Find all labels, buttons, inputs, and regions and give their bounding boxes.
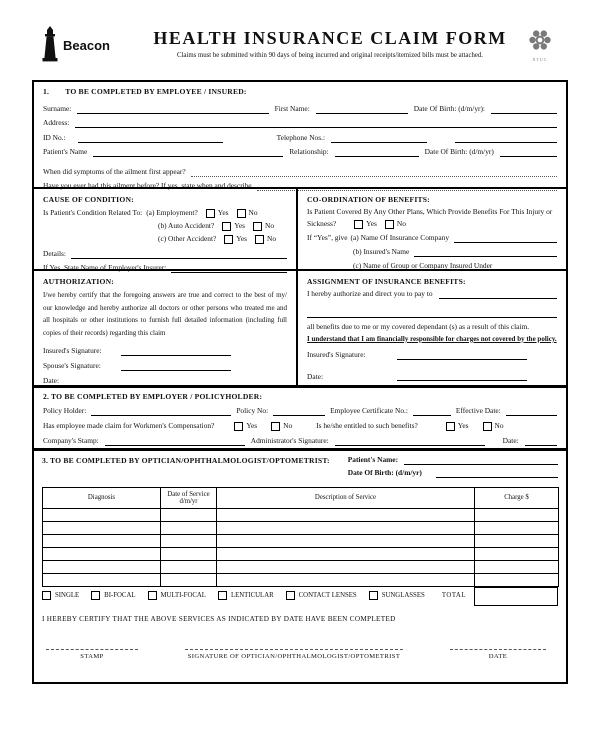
lens-option-multifocal (148, 591, 206, 600)
row-policy (43, 407, 557, 416)
page-title: HEALTH INSURANCE CLAIM FORM (153, 28, 507, 48)
coordination-item-c: (c) Name of Group or Company Insured Under (353, 260, 493, 270)
give-label: If “Yes”, give (307, 232, 348, 242)
lens-option-single (42, 591, 79, 600)
no-label: No (494, 421, 504, 430)
cell-date[interactable] (161, 547, 217, 560)
employer-insurer-label: If Yes, State Name of Employer's Insurer: (43, 262, 167, 272)
stamp-block (46, 649, 138, 660)
cell-diagnosis[interactable] (43, 547, 161, 560)
coordination-item-b: (b) Insured's Name (353, 246, 410, 256)
section-employer-policyholder (34, 385, 566, 448)
section1-title: TO BE COMPLETED BY EMPLOYEE / INSURED: (65, 87, 247, 96)
checkbox-bifocal[interactable] (91, 591, 100, 600)
admin-signature-input[interactable] (335, 438, 485, 446)
insurer-logo (510, 26, 570, 62)
no-label: No (267, 234, 277, 244)
cell-diagnosis[interactable] (43, 560, 161, 573)
cause-item-c: (c) Other Accident? (158, 234, 217, 244)
cell-description[interactable] (217, 508, 475, 521)
col-date-line2: d/m/yr (179, 497, 198, 505)
lens-option-bifocal (91, 591, 135, 600)
benefits-text: all benefits due to me or my covered dependant (s) as a result of this claim. (307, 321, 530, 331)
assignment-heading: ASSIGNMENT OF INSURANCE BENEFITS: (307, 277, 466, 286)
cell-diagnosis[interactable] (43, 573, 161, 586)
checkbox-contact-lenses[interactable] (286, 591, 295, 600)
checkbox-entitled-yes[interactable] (446, 422, 455, 431)
ailment-question: Have you ever had this ailment before? If yes, state when and describe (43, 181, 252, 191)
stamp-line[interactable] (46, 649, 138, 651)
page-subtitle: Claims must be submitted within 90 days of being incurred and original receipts/itemized bills must be attached. (177, 52, 483, 59)
auth-spouse-sig-row (43, 362, 287, 371)
cell-description[interactable] (217, 521, 475, 534)
coordination-row-b (307, 248, 557, 257)
telephone-label: Telephone Nos.: (276, 132, 326, 142)
coordination-question-line1 (307, 208, 557, 217)
table-row (43, 573, 559, 586)
pay-to-label: I hereby authorize and direct you to pay to (307, 289, 433, 298)
surname-input[interactable] (77, 106, 268, 114)
sickness-label: Sickness? (307, 219, 337, 228)
checkbox-employment-yes[interactable] (206, 209, 215, 218)
row-cause-coordination (34, 187, 566, 272)
cell-description[interactable] (217, 573, 475, 586)
id-no-label: ID No.: (43, 132, 66, 142)
assign-insured-sig-row (307, 351, 557, 360)
section2-heading: 2. TO BE COMPLETED BY EMPLOYER / POLICYHOLDER: (43, 392, 263, 401)
assign-date-row (307, 373, 557, 382)
checkbox-multifocal[interactable] (148, 591, 157, 600)
address-input[interactable] (75, 120, 557, 128)
telephone-input-1[interactable] (331, 135, 427, 143)
col-diagnosis: Diagnosis (43, 487, 161, 508)
authorization-heading: AUTHORIZATION: (43, 277, 115, 286)
yes-label: Yes (217, 208, 229, 218)
cause-heading: CAUSE OF CONDITION: (43, 195, 134, 204)
cell-diagnosis[interactable] (43, 521, 161, 534)
symptoms-input[interactable] (191, 169, 557, 177)
symptoms-question: When did symptoms of the ailment first appear? (43, 167, 186, 176)
row-s3-patient-name (348, 456, 558, 465)
yes-label: Yes (236, 234, 248, 244)
checkbox-sunglasses[interactable] (369, 591, 378, 600)
auth-insured-sig-row (43, 347, 287, 356)
checkbox-other-accident-no[interactable] (255, 235, 264, 244)
table-header-row (43, 487, 559, 508)
policy-no-label: Policy No: (236, 406, 269, 415)
section1-number: 1. (43, 87, 50, 96)
assign-insured-signature-input[interactable] (397, 352, 527, 360)
cell-date[interactable] (161, 560, 217, 573)
optician-signature-block (185, 649, 403, 660)
checkbox-other-accident-yes[interactable] (224, 235, 233, 244)
spouse-signature-input[interactable] (121, 363, 231, 371)
section3-patient-block (348, 456, 558, 482)
cell-charge[interactable] (475, 573, 559, 586)
cell-description[interactable] (217, 534, 475, 547)
s3-dob-input[interactable] (436, 470, 558, 478)
table-row (43, 547, 559, 560)
cell-charge[interactable] (475, 560, 559, 573)
row-symptoms (43, 168, 557, 177)
col-date-line1: Date of Service (167, 490, 210, 498)
yes-label: Yes (457, 421, 469, 430)
s3-patient-name-input[interactable] (404, 457, 558, 465)
dob-label: Date Of Birth: (d/m/yr): (413, 104, 485, 113)
no-label: No (265, 221, 275, 231)
certify-statement: I HEREBY CERTIFY THAT THE ABOVE SERVICES AS INDICATED BY DATE HAVE BEEN COMPLETED (42, 614, 396, 623)
cause-row-a (43, 209, 287, 218)
policy-holder-input[interactable] (91, 408, 231, 416)
company-stamp-label: Company's Stamp: (43, 435, 99, 445)
s3-patient-name-label: Patient's Name: (347, 455, 399, 464)
section1-heading (43, 87, 557, 96)
coordination-question-text: Is Patient Covered By Any Other Plans, Which Provide Benefits For This Injury or (307, 207, 553, 216)
lens-option-sunglasses (369, 591, 425, 600)
lens-label: SUNGLASSES (381, 592, 425, 600)
row-authorization-assignment (34, 269, 566, 385)
cause-details-row (43, 250, 287, 259)
cell-date[interactable] (161, 521, 217, 534)
cell-charge[interactable] (475, 534, 559, 547)
coordination-item-a: (a) Name Of Insurance Company (350, 232, 450, 242)
workmen-question: Has employee made claim for Workmen's Compensation? (43, 421, 215, 430)
employee-cert-input[interactable] (413, 408, 451, 416)
cause-row-b (43, 222, 287, 231)
first-name-input[interactable] (316, 106, 408, 114)
section-authorization (34, 271, 298, 385)
lens-label: LENTICULAR (230, 592, 274, 600)
section2-date-label: Date: (502, 435, 519, 445)
dob2-label: Date Of Birth: (d/m/yr) (424, 147, 494, 157)
cell-charge[interactable] (475, 521, 559, 534)
optician-signature-label: SIGNATURE OF OPTICIAN/OPHTHALMOLOGIST/OPTOMETRIST (187, 652, 401, 660)
cause-item-a: (a) Employment? (146, 208, 198, 218)
authorization-body: I/we hereby certify that the foregoing answers are true and correct to the best of my/ our knowledge and hereby authorize all doctors or other persons who treated me and all hospitals or other institutions to furnish full detailed information (including full copies of their records) regarding this claim (43, 291, 287, 338)
cell-description[interactable] (217, 560, 475, 573)
cell-date[interactable] (161, 534, 217, 547)
lens-option-contact-lenses (286, 591, 357, 600)
cell-date[interactable] (161, 508, 217, 521)
cell-diagnosis[interactable] (43, 534, 161, 547)
date-block (450, 649, 546, 660)
row-address (43, 119, 557, 128)
coordination-heading: CO-ORDINATION OF BENEFITS: (307, 195, 430, 204)
brand-name: Beacon (63, 37, 110, 53)
table-row (43, 560, 559, 573)
policy-no-input[interactable] (273, 408, 325, 416)
checkbox-entitled-no[interactable] (483, 422, 492, 431)
lens-total-row (42, 588, 558, 606)
surname-label: Surname: (43, 104, 72, 113)
total-label: TOTAL (441, 591, 466, 599)
stamp-label: STAMP (80, 652, 104, 660)
pay-to-input-2[interactable] (307, 310, 557, 318)
section-optician (34, 448, 566, 682)
policy-holder-label: Policy Holder: (43, 406, 87, 415)
row-id-phone (43, 134, 557, 143)
effective-date-input[interactable] (506, 408, 557, 416)
benefits-text-row (307, 323, 557, 332)
checkbox-auto-accident-yes[interactable] (222, 222, 231, 231)
cell-diagnosis[interactable] (43, 508, 161, 521)
section3-heading: 3. TO BE COMPLETED BY OPTICIAN/OPHTHALMOLOGIST/OPTOMETRIST: (42, 456, 330, 465)
lens-label: MULTI-FOCAL (160, 592, 206, 600)
assign-date-input[interactable] (397, 373, 527, 381)
dob-input[interactable] (491, 106, 557, 114)
cause-prefix: Is Patient's Condition Related To: (43, 208, 143, 218)
section2-date-input[interactable] (525, 438, 557, 446)
dob2-input[interactable] (500, 149, 557, 157)
table-row (43, 534, 559, 547)
coordination-row-a (307, 234, 557, 243)
id-no-input[interactable] (78, 135, 223, 143)
checkbox-workmen-no[interactable] (271, 422, 280, 431)
dot-flower-icon (525, 30, 555, 54)
patient-name-input[interactable] (93, 149, 283, 157)
assign-date-label: Date: (307, 371, 324, 381)
address-label: Address: (43, 118, 70, 128)
lens-label: BI-FOCAL (104, 592, 136, 600)
col-charge: Charge $ (475, 487, 559, 508)
yes-label: Yes (246, 421, 258, 430)
checkbox-auto-accident-no[interactable] (253, 222, 262, 231)
lighthouse-icon (40, 26, 60, 64)
telephone-input-2[interactable] (455, 135, 557, 143)
relationship-label: Relationship: (289, 147, 329, 157)
row-patient (43, 148, 557, 157)
table-row (43, 508, 559, 521)
cell-description[interactable] (217, 547, 475, 560)
checkbox-workmen-yes[interactable] (234, 422, 243, 431)
company-stamp-input[interactable] (105, 438, 245, 446)
form-body (32, 80, 568, 684)
checkbox-lenticular[interactable] (218, 591, 227, 600)
insured-signature-label: Insured's Signature: (43, 345, 102, 355)
admin-signature-label: Administrator's Signature: (250, 435, 329, 445)
row-s3-dob (348, 469, 558, 478)
employee-cert-label: Employee Certificate No.: (330, 406, 408, 415)
checkbox-employment-no[interactable] (237, 209, 246, 218)
section-cause-of-condition (34, 189, 298, 272)
spouse-signature-label: Spouse's Signature: (43, 360, 101, 370)
cause-item-b: (b) Auto Accident? (158, 221, 215, 231)
relationship-input[interactable] (335, 149, 419, 157)
pay-to-input[interactable] (439, 291, 557, 299)
cause-row-c (43, 235, 287, 244)
total-amount-box[interactable] (474, 587, 558, 606)
cell-charge[interactable] (475, 508, 559, 521)
financial-responsibility-text: I understand that I am financially responsible for charges not covered by the policy. (307, 334, 557, 343)
checkbox-other-plans-yes[interactable] (354, 220, 363, 229)
pay-to-row (307, 290, 557, 299)
section-assignment-benefits (298, 271, 566, 385)
yes-label: Yes (366, 219, 377, 228)
entitled-question: Is he/she entitled to such benefits? (316, 421, 418, 430)
row-stamp-admin (43, 437, 557, 446)
lens-label: CONTACT LENSES (298, 592, 357, 600)
assign-insured-signature-label: Insured's Signature: (307, 349, 366, 359)
cell-date[interactable] (161, 573, 217, 586)
form-header (40, 26, 570, 76)
patient-name-label: Patient's Name (43, 147, 88, 157)
yes-label: Yes (234, 221, 245, 231)
insured-name-input[interactable] (414, 249, 557, 257)
table-row (43, 521, 559, 534)
cell-charge[interactable] (475, 547, 559, 560)
col-description: Description of Service (217, 487, 475, 508)
details-input[interactable] (71, 251, 287, 259)
beacon-logo (40, 26, 150, 64)
section3-header (42, 456, 558, 482)
no-label: No (283, 421, 293, 430)
details-label: Details: (43, 249, 66, 258)
insured-signature-input[interactable] (121, 348, 231, 356)
section-employee-insured (34, 82, 566, 191)
first-name-label: First Name: (274, 104, 310, 113)
col-date-of-service (161, 487, 217, 508)
checkbox-single[interactable] (42, 591, 51, 600)
services-table (42, 487, 559, 587)
bottom-date-line[interactable] (450, 649, 546, 651)
checkbox-other-plans-no[interactable] (385, 220, 394, 229)
no-label: No (396, 219, 406, 228)
insurer-logo-caption: NTUC (532, 57, 548, 62)
title-block (150, 26, 510, 59)
lens-option-lenticular (218, 591, 274, 600)
effective-date-label: Effective Date: (455, 406, 501, 415)
row-name-dob (43, 105, 557, 114)
row-workmen (43, 422, 557, 431)
section-coordination-benefits (298, 189, 566, 269)
bottom-date-label: DATE (488, 652, 508, 660)
optician-signature-line[interactable] (185, 649, 403, 651)
pay-to-row-2 (307, 310, 557, 318)
auth-date-label: Date: (43, 375, 60, 385)
lens-label: SINGLE (55, 592, 80, 600)
bottom-signature-row (42, 649, 558, 660)
s3-dob-label: Date Of Birth: (d/m/yr) (347, 467, 422, 477)
coordination-question-line2 (307, 220, 557, 229)
no-label: No (248, 208, 258, 218)
insurance-company-input[interactable] (454, 235, 557, 243)
